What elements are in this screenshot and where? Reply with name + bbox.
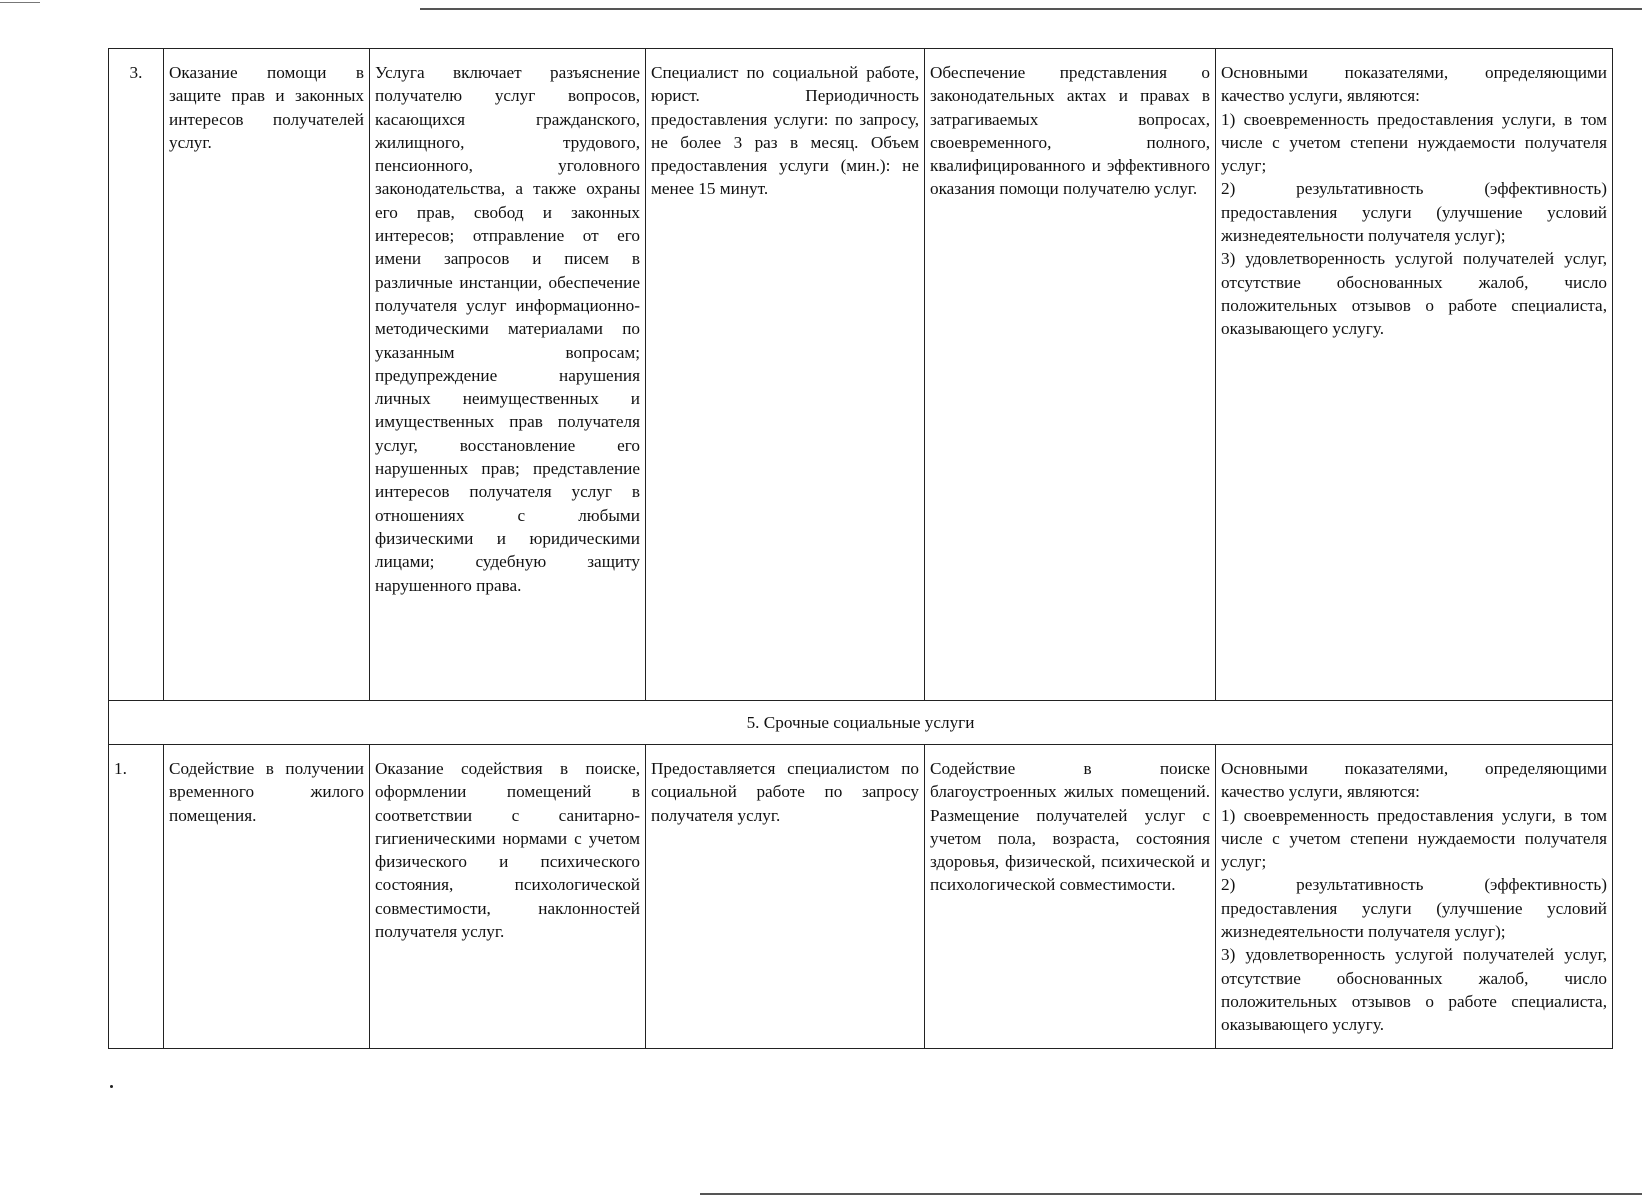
service-name: Оказание помощи в защите прав и законных интересов получателей услуг. xyxy=(164,49,370,701)
service-provision-terms: Предоставляется специалистом по социальной работе по запросу получателя услуг. xyxy=(646,745,925,1049)
service-description: Услуга включает разъяснение получателю услуг вопросов, касающихся гражданского, жилищного, трудового, пенсионного, уголовного законодательства, а также охраны его прав, свобод и законных интересов; отправление от его имени запросов и писем в различные инстанции, обеспечение получателя услуг информационно-методическими материалами по указанным вопросам; предупреждение нарушения личных неимущественных и имущественных прав получателя услуг, восстановление его нарушенных прав; представление интересов получателя услуг в отношениях с любыми физическими и юридическими лицами; судебную защиту нарушенного права. xyxy=(370,49,646,701)
quality-indicator-line: 1) своевременность предоставления услуги, в том числе с учетом степени нуждаемости получателя услуг; xyxy=(1221,805,1607,872)
table-row xyxy=(109,49,1613,701)
row-number: 3. xyxy=(109,49,164,701)
quality-indicator-line: 1) своевременность предоставления услуги, в том числе с учетом степени нуждаемости получателя услуг; xyxy=(1221,109,1607,176)
scan-edge-line-bottom xyxy=(700,1193,1642,1195)
section-header-row xyxy=(109,701,1613,745)
quality-indicator-line: 2) результативность (эффективность) предоставления услуги (улучшение условий жизнедеятельности получателя услуг); xyxy=(1221,179,1607,246)
row-number: 1. xyxy=(109,745,164,1049)
quality-indicator-line: Основными показателями, определяющими качество услуги, являются: xyxy=(1221,63,1607,106)
scan-speck xyxy=(110,1085,113,1088)
quality-indicators xyxy=(1216,745,1613,1049)
quality-indicator-line: 2) результативность (эффективность) предоставления услуги (улучшение условий жизнедеятельности получателя услуг); xyxy=(1221,875,1607,942)
quality-indicator-line: 3) удовлетворенность услугой получателей услуг, отсутствие обоснованных жалоб, число положительных отзывов о работе специалиста, оказывающего услугу. xyxy=(1221,945,1607,1035)
quality-indicators xyxy=(1216,49,1613,701)
quality-indicator-line: Основными показателями, определяющими качество услуги, являются: xyxy=(1221,759,1607,802)
service-conditions: Содействие в поиске благоустроенных жилых помещений. Размещение получателей услуг с учетом пола, возраста, состояния здоровья, физической, психической и психологической совместимости. xyxy=(925,745,1216,1049)
service-conditions: Обеспечение представления о законодательных актах и правах в затрагиваемых вопросах, своевременного, полного, квалифицированного и эффективного оказания помощи получателю услуг. xyxy=(925,49,1216,701)
scan-edge-line-top xyxy=(420,8,1642,10)
service-description: Оказание содействия в поиске, оформлении помещений в соответствии с санитарно-гигиеническими нормами с учетом физического и психического состояния, психологической совместимости, наклонностей получателя услуг. xyxy=(370,745,646,1049)
service-name: Содействие в получении временного жилого помещения. xyxy=(164,745,370,1049)
quality-indicator-line: 3) удовлетворенность услугой получателей услуг, отсутствие обоснованных жалоб, число положительных отзывов о работе специалиста, оказывающего услугу. xyxy=(1221,249,1607,339)
scan-edge-mark xyxy=(0,2,40,3)
social-services-table xyxy=(108,48,1613,1049)
section-title: 5. Срочные социальные услуги xyxy=(109,701,1613,745)
table-row xyxy=(109,745,1613,1049)
service-provision-terms: Специалист по социальной работе, юрист. Периодичность предоставления услуги: по запросу, не более 3 раз в месяц. Объем предоставления услуги (мин.): не менее 15 минут. xyxy=(646,49,925,701)
